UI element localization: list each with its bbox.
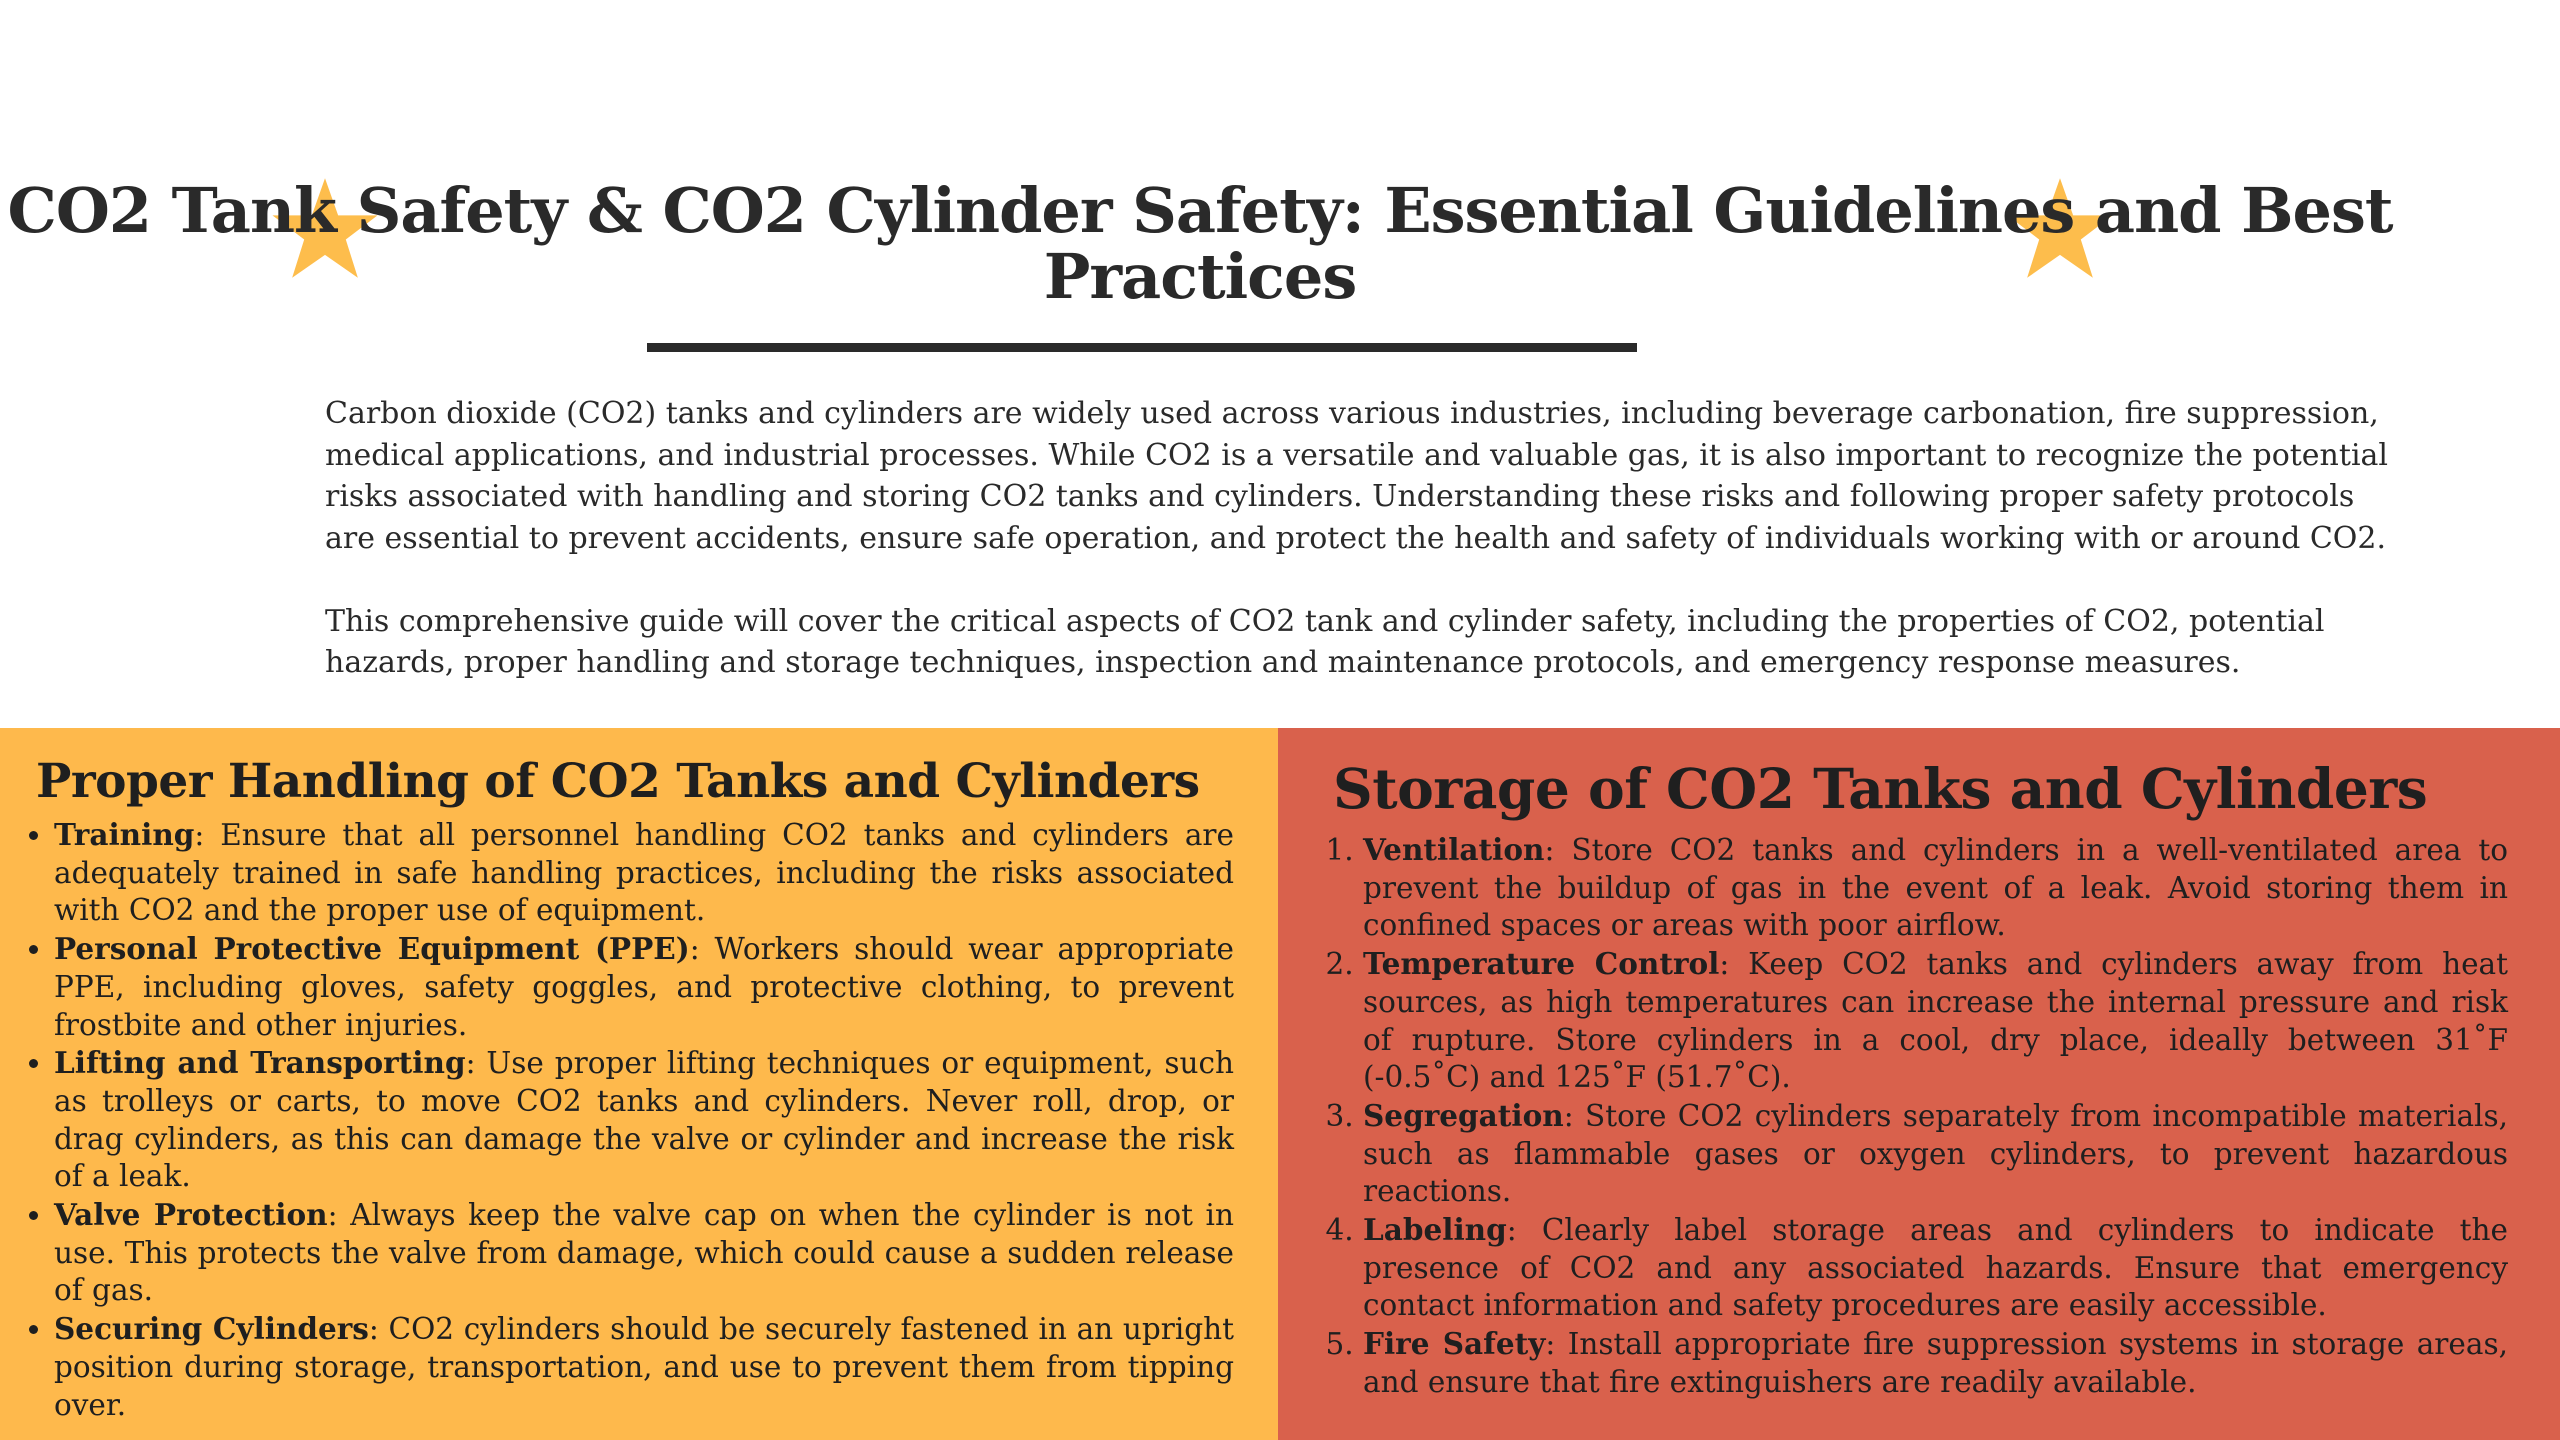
intro-paragraph-2: This comprehensive guide will cover the critical aspects of CO2 tank and cylinder safety, including the properties of CO2, potential hazards, proper handling and storage techniques, inspection and maintenance protocols, and emergency response measures. bbox=[325, 603, 2325, 680]
item-label: Ventilation bbox=[1363, 832, 1545, 867]
page-title: CO2 Tank Safety & CO2 Cylinder Safety: Essential Guidelines and Best Practices bbox=[7, 174, 2393, 313]
storage-list bbox=[1333, 831, 2508, 1402]
item-text: : Install appropriate fire suppression systems in storage areas, and ensure that fire extinguishers are readily available. bbox=[1363, 1327, 2508, 1399]
list-item bbox=[54, 1196, 1234, 1310]
item-label: Temperature Control bbox=[1363, 946, 1720, 982]
item-label: Fire Safety bbox=[1363, 1326, 1546, 1362]
item-label: Labeling bbox=[1363, 1212, 1507, 1248]
list-item bbox=[54, 1044, 1234, 1196]
list-item bbox=[54, 930, 1234, 1044]
list-item bbox=[1363, 1325, 2508, 1401]
item-text: : Store CO2 tanks and cylinders in a well-ventilated area to prevent the buildup of gas in the event of a leak. Avoid storing them in confined spaces or areas with poor airflow. bbox=[1363, 833, 2508, 943]
list-item bbox=[1363, 1097, 2508, 1211]
list-item bbox=[54, 816, 1234, 930]
item-text: : Always keep the valve cap on when the cylinder is not in use. This protects the valve from damage, which could cause a sudden release of gas. bbox=[54, 1198, 1234, 1308]
list-item bbox=[1363, 831, 2508, 945]
item-text: : Ensure that all personnel handling CO2 tanks and cylinders are adequately trained in safe handling practices, including the risks associated with CO2 and the proper use of equipment. bbox=[54, 818, 1234, 928]
list-item bbox=[1363, 945, 2508, 1097]
list-item bbox=[1363, 1211, 2508, 1325]
title-underline bbox=[647, 343, 1637, 352]
item-text: : Clearly label storage areas and cylinders to indicate the presence of CO2 and any associated hazards. Ensure that emergency contact information and safety procedures are easily accessible. bbox=[1363, 1213, 2508, 1323]
item-label: Personal Protective Equipment (PPE) bbox=[54, 931, 690, 967]
handling-heading: Proper Handling of CO2 Tanks and Cylinders bbox=[36, 754, 1200, 809]
item-label: Segregation bbox=[1363, 1097, 1564, 1133]
item-label: Valve Protection bbox=[54, 1197, 328, 1233]
storage-panel bbox=[1278, 728, 2560, 1440]
list-item bbox=[54, 1310, 1234, 1424]
intro-paragraph-1: Carbon dioxide (CO2) tanks and cylinders are widely used across various industries, including beverage carbonation, fire suppression, medical applications, and industrial processes. While CO2 is a versatile and valuable gas, it is also important to recognize the potential risks associated with handling and storing CO2 tanks and cylinders. Understanding these risks and following proper safety protocols are essential to prevent accidents, ensure safe operation, and protect the health and safety of individuals working with or around CO2. bbox=[325, 396, 2389, 556]
item-text: : Store CO2 cylinders separately from incompatible materials, such as flammable gases or oxygen cylinders, to prevent hazardous reactions. bbox=[1363, 1098, 2508, 1209]
handling-list bbox=[36, 816, 1234, 1424]
title-block bbox=[0, 174, 2400, 313]
item-text: : Workers should wear appropriate PPE, including gloves, safety goggles, and protective clothing, to prevent frostbite and other injuries. bbox=[54, 932, 1234, 1042]
storage-heading: Storage of CO2 Tanks and Cylinders bbox=[1333, 756, 2428, 821]
item-label: Training bbox=[54, 817, 195, 852]
item-text: : Keep CO2 tanks and cylinders away from heat sources, as high temperatures can increase the internal pressure and risk of rupture. Store cylinders in a cool, dry place, ideally between 31˚F (-0.5˚C) and 125˚F (51.7˚C). bbox=[1363, 947, 2508, 1095]
item-text: : CO2 cylinders should be securely fastened in an upright position during storage, transportation, and use to prevent them from tipping over. bbox=[54, 1312, 1234, 1422]
item-text: : Use proper lifting techniques or equipment, such as trolleys or carts, to move CO2 tanks and cylinders. Never roll, drop, or drag cylinders, as this can damage the valve or cylinder and increase the risk of a leak. bbox=[54, 1046, 1234, 1194]
item-label: Lifting and Transporting bbox=[54, 1045, 466, 1081]
item-label: Securing Cylinders bbox=[54, 1311, 369, 1347]
intro-section bbox=[325, 393, 2405, 684]
handling-panel bbox=[0, 728, 1278, 1440]
